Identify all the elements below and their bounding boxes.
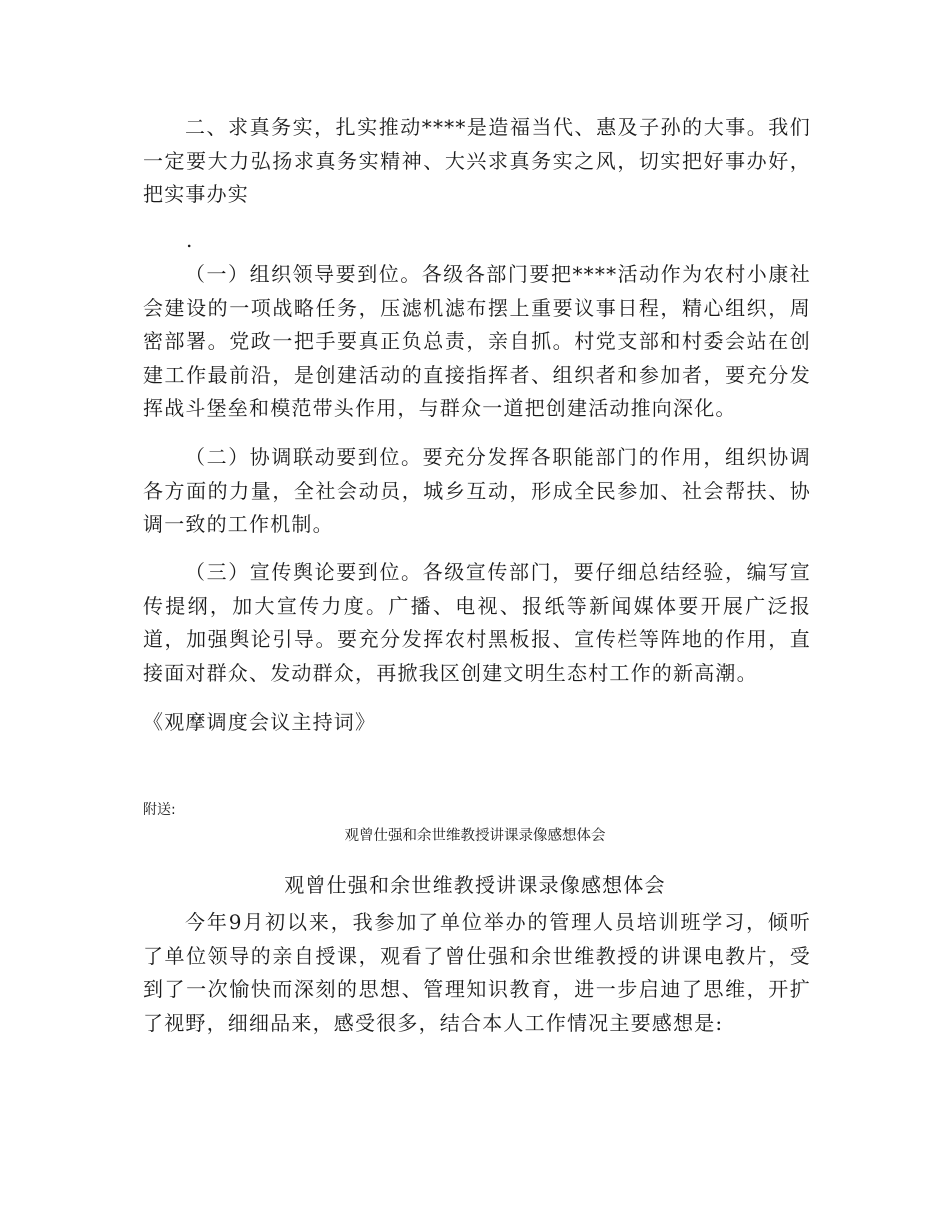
appendix-small-title: 观曾仕强和余世维教授讲课录像感想体会 — [344, 828, 606, 844]
dot-mark: . — [186, 228, 193, 252]
paragraph-2: （一）组织领导要到位。各级各部门要把****活动作为农村小康社会建设的一项战略任务，压滤机滤布摆上重要议事日程，精心组织，周密部署。党政一把手要真正负总责，亲自抓。村党支部和村委会站在创建工作最前沿，是创建活动的直接指挥者、组织者和参加者，要充分发挥战斗堡垒和模范带头作用，与群众一道把创建活动推向深化。 — [143, 262, 811, 420]
book-title: 《观摩调度会议主持词》 — [143, 710, 377, 734]
paragraph-1: 二、求真务实，扎实推动****是造福当代、惠及子孙的大事。我们一定要大力弘扬求真务实精神、大兴求真务实之风，切实把好事办好，把实事办实 — [143, 115, 811, 206]
paragraph-4: （三）宣传舆论要到位。各级宣传部门，要仔细总结经验，编写宣传提纲，加大宣传力度。广播、电视、报纸等新闻媒体要开展广泛报道，加强舆论引导。要充分发挥农村黑板报、宣传栏等阵地的作用，直接面对群众、发动群众，再掀我区创建文明生态村工作的新高潮。 — [143, 560, 811, 685]
appendix-title: 观曾仕强和余世维教授讲课录像感想体会 — [284, 873, 666, 897]
appendix-label: 附送: — [143, 802, 176, 818]
paragraph-5: 今年9月初以来，我参加了单位举办的管理人员培训班学习，倾听了单位领导的亲自授课，观看了曾仕强和余世维教授的讲课电教片，受到了一次愉快而深刻的思想、管理知识教育，进一步启迪了思维，开扩了视野，细细品来，感受很多，结合本人工作情况主要感想是: — [143, 910, 811, 1035]
paragraph-3: （二）协调联动要到位。要充分发挥各职能部门的作用，组织协调各方面的力量，全社会动员，城乡互动，形成全民参加、社会帮扶、协调一致的工作机制。 — [143, 445, 811, 536]
